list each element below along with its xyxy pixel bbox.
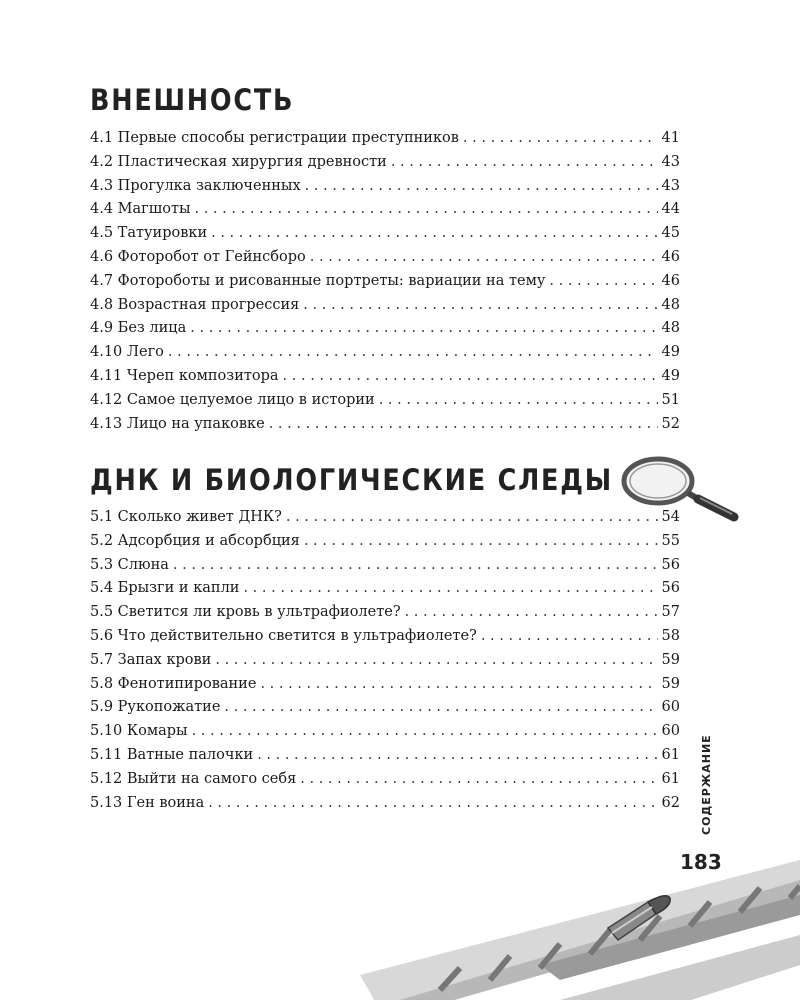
- section-title-appearance: ВНЕШНОСТЬ: [90, 83, 295, 117]
- toc-entry: [90, 320, 680, 344]
- toc-entry-page: 59: [661, 675, 680, 692]
- toc-leader-dots: [192, 723, 658, 739]
- toc-entry: [90, 368, 680, 392]
- toc-entry-label: 4.11 Череп композитора: [90, 367, 279, 384]
- toc-entry-page: 46: [661, 248, 680, 265]
- toc-entry-page: 56: [661, 580, 680, 597]
- toc-entry-label: 5.6 Что действительно светится в ультрафиолете?: [90, 627, 477, 644]
- toc-entry-page: 61: [661, 746, 680, 763]
- toc-leader-dots: [481, 628, 658, 644]
- toc-entry: [90, 225, 680, 249]
- toc-entry-label: 5.7 Запах крови: [90, 651, 212, 668]
- toc-entry: [90, 533, 680, 557]
- toc-entry: [90, 771, 680, 795]
- section-title-dna: ДНК И БИОЛОГИЧЕСКИЕ СЛЕДЫ: [90, 463, 613, 497]
- toc-entry-page: 56: [661, 556, 680, 573]
- toc-leader-dots: [305, 178, 658, 194]
- toc-entry: [90, 178, 680, 202]
- toc-entry-label: 4.3 Прогулка заключенных: [90, 177, 301, 194]
- toc-entry-page: 46: [661, 272, 680, 289]
- toc-entry-page: 48: [661, 320, 680, 337]
- toc-entry: [90, 344, 680, 368]
- crime-tape-illustration: [360, 840, 800, 1000]
- toc-entry-page: 49: [661, 344, 680, 361]
- toc-leader-dots: [260, 676, 657, 692]
- toc-leader-dots: [211, 225, 657, 241]
- toc-entry-label: 5.1 Сколько живет ДНК?: [90, 509, 282, 525]
- toc-entry: [90, 392, 680, 416]
- toc-leader-dots: [303, 297, 657, 313]
- toc-entry-page: 59: [661, 651, 680, 668]
- toc-entry: [90, 273, 680, 297]
- toc-leader-dots: [391, 154, 658, 170]
- toc-entry-page: 43: [661, 153, 680, 170]
- toc-entry: [90, 201, 680, 225]
- toc-entry-page: 52: [661, 415, 680, 432]
- toc-entry: [90, 580, 680, 604]
- toc-entry-label: 4.12 Самое целуемое лицо в истории: [90, 391, 375, 408]
- toc-entry: [90, 557, 680, 581]
- toc-list-appearance: [90, 130, 680, 439]
- toc-entry-label: 4.13 Лицо на упаковке: [90, 415, 265, 432]
- toc-entry: [90, 297, 680, 321]
- toc-entry-page: 45: [661, 225, 680, 242]
- toc-entry: [90, 130, 680, 154]
- toc-entry: [90, 676, 680, 700]
- toc-leader-dots: [195, 201, 658, 217]
- toc-entry: [90, 795, 680, 819]
- toc-entry-page: 62: [661, 794, 680, 811]
- toc-entry-label: 4.2 Пластическая хирургия древности: [90, 153, 387, 170]
- toc-entry-label: 5.3 Слюна: [90, 556, 169, 573]
- toc-entry-label: 5.9 Рукопожатие: [90, 699, 221, 716]
- toc-entry: [90, 416, 680, 440]
- page-number: 183: [680, 850, 722, 874]
- magnifying-glass-icon: [618, 453, 740, 523]
- toc-entry-page: 48: [661, 296, 680, 313]
- toc-entry-page: 49: [661, 367, 680, 384]
- toc-leader-dots: [304, 533, 658, 549]
- toc-entry-label: 4.10 Лего: [90, 344, 164, 361]
- toc-leader-dots: [257, 747, 657, 763]
- toc-entry-label: 5.2 Адсорбция и абсорбция: [90, 532, 300, 549]
- toc-entry-label: 4.7 Фотороботы и рисованные портреты: вариации на тему: [90, 272, 546, 289]
- toc-leader-dots: [300, 771, 657, 787]
- toc-leader-dots: [243, 580, 657, 596]
- toc-entry-label: 4.5 Татуировки: [90, 225, 208, 242]
- toc-entry: [90, 154, 680, 178]
- toc-entry-page: 60: [661, 699, 680, 716]
- toc-entry-label: 5.8 Фенотипирование: [90, 675, 257, 692]
- toc-entry-label: 5.10 Комары: [90, 723, 188, 740]
- toc-leader-dots: [215, 652, 657, 668]
- toc-entry-label: 4.6 Фоторобот от Гейнсборо: [90, 248, 306, 265]
- toc-leader-dots: [463, 130, 658, 146]
- toc-entry-label: 4.1 Первые способы регистрации преступников: [90, 130, 459, 146]
- toc-entry-page: 57: [661, 604, 680, 621]
- toc-entry-page: 51: [661, 391, 680, 408]
- toc-leader-dots: [379, 392, 658, 408]
- toc-entry: [90, 249, 680, 273]
- toc-leader-dots: [269, 416, 658, 432]
- toc-entry-page: 61: [661, 770, 680, 787]
- toc-entry-page: 60: [661, 723, 680, 740]
- toc-entry-label: 4.8 Возрастная прогрессия: [90, 296, 300, 313]
- toc-entry: [90, 747, 680, 771]
- toc-entry: [90, 509, 680, 533]
- toc-entry-label: 5.4 Брызги и капли: [90, 580, 240, 597]
- toc-leader-dots: [405, 604, 658, 620]
- toc-leader-dots: [224, 699, 657, 715]
- toc-entry: [90, 628, 680, 652]
- toc-entry-label: 4.9 Без лица: [90, 320, 187, 337]
- toc-leader-dots: [168, 344, 658, 360]
- toc-leader-dots: [310, 249, 658, 265]
- toc-list-dna: [90, 509, 680, 818]
- toc-entry-label: 5.11 Ватные палочки: [90, 746, 254, 763]
- toc-entry-page: 58: [661, 627, 680, 644]
- toc-leader-dots: [283, 368, 658, 384]
- toc-leader-dots: [173, 557, 658, 573]
- toc-entry-page: 41: [661, 130, 680, 146]
- toc-entry-page: 55: [661, 532, 680, 549]
- toc-entry-label: 4.4 Магшоты: [90, 201, 191, 218]
- toc-entry: [90, 723, 680, 747]
- toc-entry-page: 43: [661, 177, 680, 194]
- toc-entry-label: 5.12 Выйти на самого себя: [90, 770, 297, 787]
- toc-leader-dots: [549, 273, 657, 289]
- toc-leader-dots: [208, 795, 657, 811]
- toc-entry: [90, 604, 680, 628]
- toc-entry-page: 44: [661, 201, 680, 218]
- toc-leader-dots: [286, 509, 658, 525]
- toc-entry-label: 5.5 Светится ли кровь в ультрафиолете?: [90, 604, 401, 621]
- toc-leader-dots: [190, 320, 657, 336]
- toc-entry-label: 5.13 Ген воина: [90, 794, 205, 811]
- toc-entry: [90, 652, 680, 676]
- side-label-contents: СОДЕРЖАНИЕ: [700, 734, 713, 835]
- toc-entry: [90, 699, 680, 723]
- toc-entry-page: 54: [661, 509, 680, 525]
